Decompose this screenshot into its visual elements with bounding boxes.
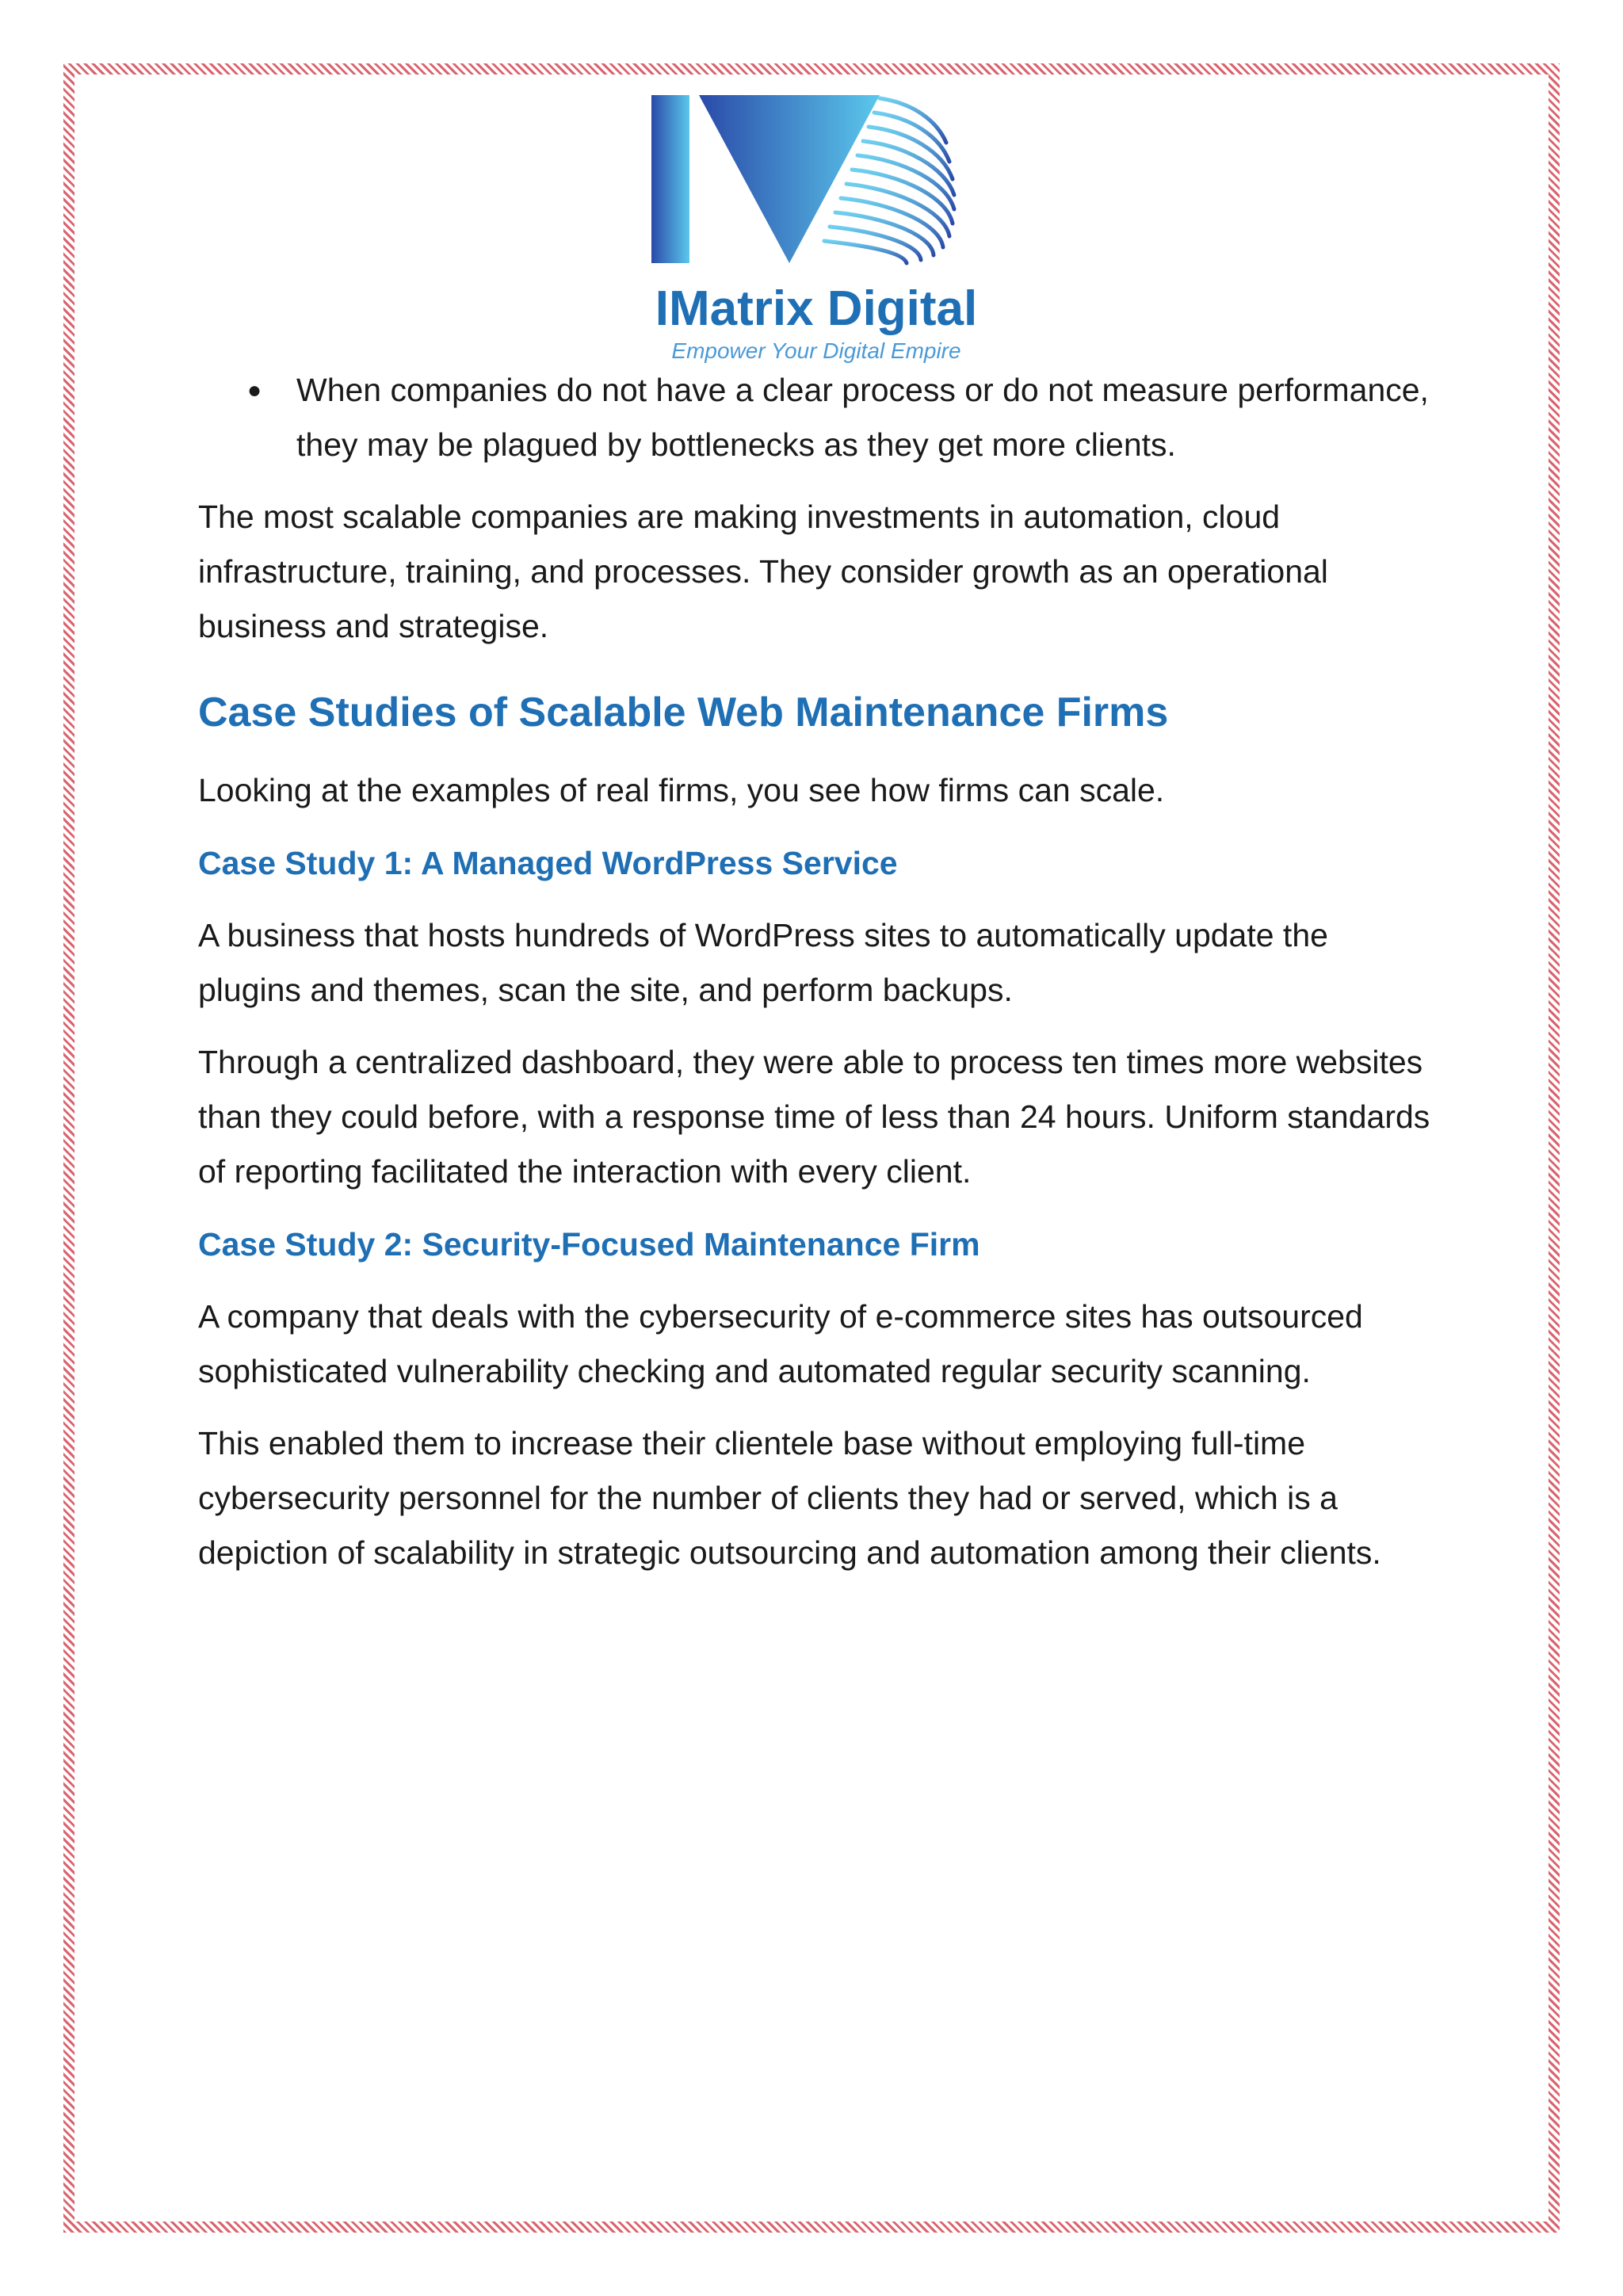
case-study-2-paragraph-2: This enabled them to increase their clientele base without employing full-time cybersecurity personnel for the number of clients they had or served, which is a depiction of scalability in strategic outsourcing and automation among their clients. bbox=[198, 1425, 1381, 1571]
case-study-2-paragraph-1: A company that deals with the cybersecurity of e-commerce sites has outsourced sophisticated vulnerability checking and automated regular security scanning. bbox=[198, 1298, 1363, 1389]
bullet-list bbox=[198, 363, 1434, 472]
case-study-1-heading: Case Study 1: A Managed WordPress Service bbox=[198, 845, 898, 881]
logo-tagline: Empower Your Digital Empire bbox=[671, 338, 961, 363]
section-heading: Case Studies of Scalable Web Maintenance Firms bbox=[198, 690, 1169, 735]
bullet-text: When companies do not have a clear process or do not measure performance, they may be plagued by bottlenecks as they get more clients. bbox=[296, 372, 1429, 463]
logo-brand-name: IMatrix Digital bbox=[655, 281, 978, 336]
case-study-2-heading: Case Study 2: Security-Focused Maintenance Firm bbox=[198, 1226, 980, 1263]
list-item bbox=[198, 363, 1434, 472]
bullet-icon: ● bbox=[247, 377, 262, 403]
logo-mark bbox=[651, 95, 954, 263]
document-body bbox=[198, 363, 1434, 1598]
logo-bar bbox=[651, 95, 689, 263]
imatrix-digital-logo bbox=[642, 94, 991, 367]
case-study-1-paragraph-1: A business that hosts hundreds of WordPress sites to automatically update the plugins and themes, scan the site, and perform backups. bbox=[198, 917, 1328, 1008]
section-intro: Looking at the examples of real firms, you see how firms can scale. bbox=[198, 772, 1165, 808]
case-study-1-paragraph-2: Through a centralized dashboard, they were able to process ten times more websites than they could before, with a response time of less than 24 hours. Uniform standards of reporting facilitated the interaction with every client. bbox=[198, 1044, 1430, 1190]
intro-paragraph: The most scalable companies are making investments in automation, cloud infrastructure, training, and processes. They consider growth as an operational business and strategise. bbox=[198, 499, 1328, 644]
logo-triangle bbox=[699, 95, 880, 263]
